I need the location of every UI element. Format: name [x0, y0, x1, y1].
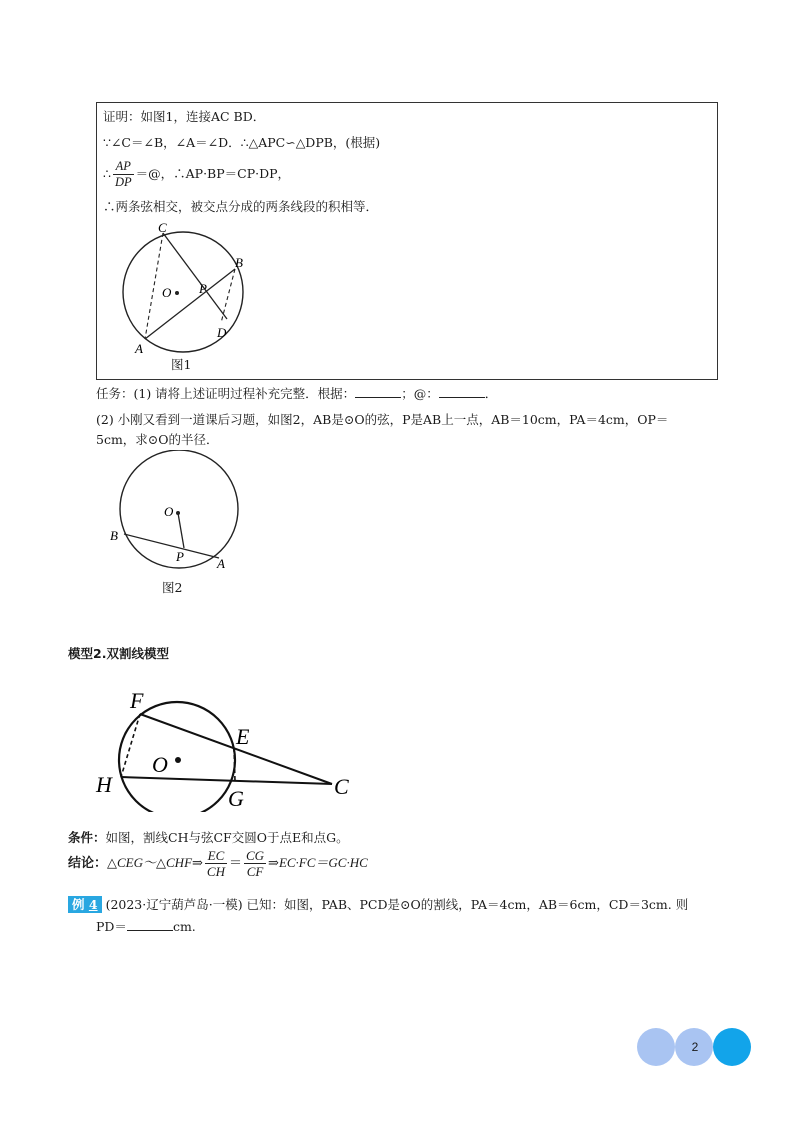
segment-op	[178, 513, 184, 548]
proof-box	[96, 102, 718, 380]
segment-fh-dashed	[121, 714, 140, 777]
answer-blank-reason[interactable]	[355, 385, 401, 398]
example-number: 4	[88, 897, 98, 912]
task-line-2: (2) 小刚又看到一道课后习题，如图2，AB是⊙O的弦，P是AB上一点，AB＝10cm，PA＝4cm，OP＝	[96, 412, 669, 427]
example-4-text: (2023·辽宁葫芦岛·一模) 已知：如图，PAB、PCD是⊙O的割线，PA＝4cm，AB＝6cm，CD＝3cm. 则	[105, 897, 689, 912]
fraction-denominator: CH	[206, 864, 225, 879]
label-c: C	[158, 220, 167, 235]
proof-line-3	[103, 159, 290, 190]
label-p: P	[199, 281, 207, 296]
figure-2-caption: 图2	[162, 580, 183, 595]
fraction-numerator: EC	[205, 848, 227, 864]
page-number: 2	[691, 1040, 699, 1054]
example-4-unit: cm.	[172, 919, 196, 934]
label-a: A	[135, 341, 143, 356]
label-b-2: B	[110, 528, 118, 543]
equals-sign: ＝	[228, 856, 242, 871]
center-point	[175, 291, 179, 295]
example-label	[68, 896, 102, 913]
badge-circle-right	[713, 1028, 751, 1066]
condition-text: 如图，割线CH与弦CF交圆O于点E和点G。	[105, 830, 349, 845]
conclusion-similarity: △CEG～△CHF⇒	[107, 855, 203, 870]
answer-blank-pd[interactable]	[127, 918, 173, 931]
task-line-1-end: ．	[484, 386, 498, 401]
task-line-3: 5cm，求⊙O的半径．	[96, 432, 219, 447]
answer-blank-at[interactable]	[439, 385, 485, 398]
chord-cd	[163, 233, 227, 319]
example-4-line-2	[96, 917, 196, 937]
fraction-numerator: AP	[113, 159, 134, 175]
proof-line-2: ∵∠C＝∠B，∠A＝∠D．∴△APC∽△DPB，(根据)	[103, 135, 381, 150]
badge-circle-left	[637, 1028, 675, 1066]
label-g: G	[228, 786, 244, 811]
fraction-cg-cf	[244, 848, 266, 879]
label-e: E	[236, 724, 250, 749]
chord-ab-2	[124, 534, 219, 558]
task-line-1	[96, 384, 497, 404]
example-4-line-1	[68, 895, 688, 915]
segment-ac-dashed	[145, 233, 163, 339]
example-label-text: 例	[72, 897, 85, 912]
model-2-heading: 模型2.双割线模型	[68, 646, 169, 661]
label-a-2: A	[217, 556, 225, 571]
label-o-3: O	[152, 752, 168, 777]
label-p-2: P	[176, 549, 184, 564]
figure-1-caption: 图1	[171, 357, 192, 372]
center-point-2	[176, 511, 180, 515]
model-2-diagram	[90, 682, 360, 812]
example-4-pd: PD＝	[96, 919, 127, 934]
proof-line-1: 证明：如图1，连接AC BD．	[103, 109, 266, 124]
fraction-denominator: CF	[246, 864, 264, 879]
figure-2-diagram	[104, 450, 254, 576]
proof-line-3-rest: ＝@，∴AP·BP＝CP·DP，	[135, 166, 291, 181]
fraction-ec-ch	[205, 848, 227, 879]
circle-o-3	[119, 702, 235, 812]
label-o-2: O	[164, 504, 174, 519]
segment-bd-dashed	[221, 269, 235, 323]
label-o: O	[162, 285, 172, 300]
fraction-ap-dp	[113, 159, 134, 190]
fraction-denominator: DP	[114, 175, 132, 189]
task-line-1-mid: ；@：	[401, 386, 439, 401]
conclusion-label: 结论：	[68, 856, 108, 871]
conclusion-product: ⇒EC·FC＝GC·HC	[268, 855, 368, 870]
secant-ch	[121, 777, 332, 784]
label-c-3: C	[334, 774, 349, 799]
fraction-numerator: CG	[245, 848, 265, 863]
conclusion-line	[68, 848, 368, 879]
task-line-1-text: 任务：(1) 请将上述证明过程补充完整．根据：	[96, 386, 356, 401]
condition-line	[68, 828, 349, 848]
condition-label: 条件：	[68, 830, 106, 845]
label-f: F	[130, 688, 144, 713]
label-h: H	[96, 772, 112, 797]
center-point-3	[175, 757, 181, 763]
label-b: B	[235, 255, 243, 270]
label-d: D	[217, 325, 227, 340]
proof-line-4: ∴两条弦相交，被交点分成的两条线段的积相等．	[103, 199, 379, 214]
therefore-symbol: ∴	[103, 166, 111, 181]
